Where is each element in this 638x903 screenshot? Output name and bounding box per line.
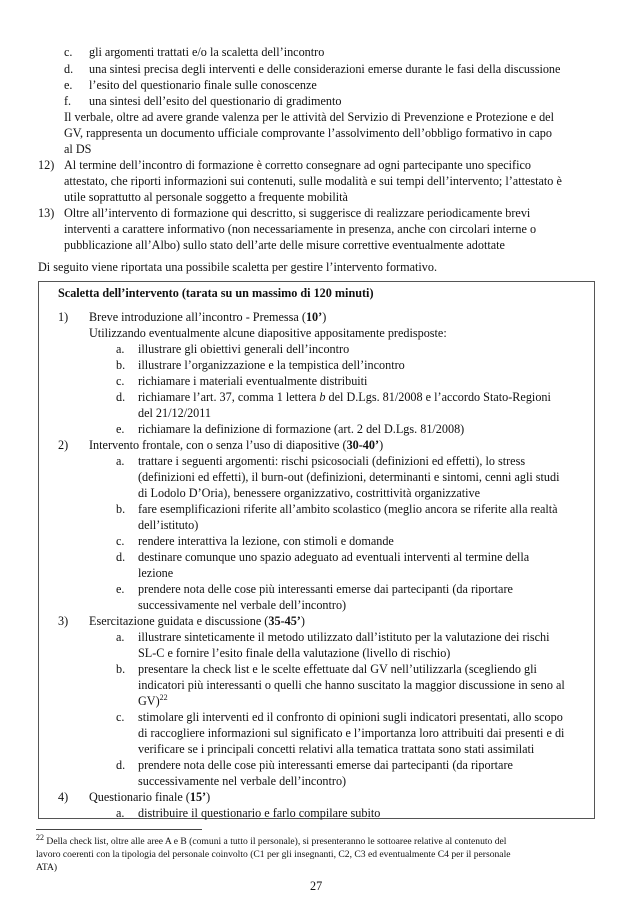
sub-marker: b. xyxy=(116,358,126,372)
sub-marker: d. xyxy=(116,390,126,404)
sub-item-cont: SL-C e fornire l’esito finale della valutazione (livello di rischio) xyxy=(138,646,451,660)
sub-item-cont: (definizioni ed effetti), il burn-out (definizioni, determinanti e sintomi, cenni agli studi xyxy=(138,470,560,484)
list-marker-f: f. xyxy=(64,94,72,108)
section-heading-4: Questionario finale (15’) xyxy=(89,790,211,804)
sub-marker: e. xyxy=(116,582,125,596)
sub-item: richiamare la definizione di formazione (art. 2 del D.Lgs. 81/2008) xyxy=(138,422,465,436)
sub-item: richiamare l’art. 37, comma 1 lettera b del D.Lgs. 81/2008 e l’accordo Stato-Regioni xyxy=(138,390,551,404)
sub-item: distribuire il questionario e farlo compilare subito xyxy=(138,806,381,820)
sub-item: illustrare sinteticamente il metodo utilizzato dall’istituto per la valutazione dei rischi xyxy=(138,630,550,644)
item-12-line: attestato, che riporti informazioni sui contenuti, sulle modalità e sui tempi dell’intervento; l’attestato è xyxy=(64,174,562,188)
section-number: 2) xyxy=(58,438,69,452)
item-number-13: 13) xyxy=(38,206,55,220)
section-subtitle: Utilizzando eventualmente alcune diapositive appositamente predisposte: xyxy=(89,326,447,340)
sub-marker: d. xyxy=(116,550,126,564)
sub-item: fare esemplificazioni riferite all’ambito scolastico (meglio ancora se riferite alla realtà xyxy=(138,502,558,516)
sub-marker: a. xyxy=(116,806,125,820)
sub-item: rendere interattiva la lezione, con stimoli e domande xyxy=(138,534,394,548)
sub-marker: c. xyxy=(116,374,125,388)
section-number: 3) xyxy=(58,614,69,628)
list-item-e: l’esito del questionario finale sulle conoscenze xyxy=(89,78,317,92)
sub-item-cont: lezione xyxy=(138,566,174,580)
item-number-12: 12) xyxy=(38,158,55,172)
list-marker-c: c. xyxy=(64,45,73,59)
section-number: 4) xyxy=(58,790,69,804)
sub-marker: b. xyxy=(116,662,126,676)
sub-item-cont: successivamente nel verbale dell’incontro) xyxy=(138,598,347,612)
verbale-paragraph-line: GV, rappresenta un documento ufficiale comprovante l’assolvimento dell’obbligo formativo in capo xyxy=(64,126,552,140)
sub-item: illustrare l’organizzazione e la tempistica dell’incontro xyxy=(138,358,405,372)
sub-item-cont: di Lodolo D’Oria), benessere organizzativo, costrittività organizzative xyxy=(138,486,481,500)
sub-item-cont: del 21/12/2011 xyxy=(138,406,212,420)
item-13-line: interventi a carattere informativo (non necessariamente in presenza, anche con circolari interne o xyxy=(64,222,537,236)
section-heading-2: Intervento frontale, con o senza l’uso di diapositive (30-40’) xyxy=(89,438,384,452)
sub-marker: e. xyxy=(116,422,125,436)
sub-item: prendere nota delle cose più interessanti emerse dai partecipanti (da riportare xyxy=(138,758,513,772)
sub-item-cont: successivamente nel verbale dell’incontro) xyxy=(138,774,347,788)
sub-item-cont: di raccogliere informazioni sul significato e l’importanza loro attribuiti dai presenti e di xyxy=(138,726,565,740)
verbale-paragraph-line: Il verbale, oltre ad avere grande valenza per le attività del Servizio di Prevenzione e Protezione e del xyxy=(64,110,554,124)
sub-item: illustrare gli obiettivi generali dell’incontro xyxy=(138,342,350,356)
item-13-line: pubblicazione all’Albo) sullo stato dell’arte delle misure correttive eventualmente adottate xyxy=(64,238,505,252)
list-item-c: gli argomenti trattati e/o la scaletta dell’incontro xyxy=(89,45,325,59)
section-time: 15’ xyxy=(189,790,207,804)
sub-item: prendere nota delle cose più interessanti emerse dai partecipanti (da riportare xyxy=(138,582,513,596)
item-12-line: Al termine dell’incontro di formazione è corretto consegnare ad ogni partecipante uno specifico xyxy=(64,158,531,172)
sub-marker: a. xyxy=(116,630,125,644)
section-number: 1) xyxy=(58,310,69,324)
verbale-paragraph-line: al DS xyxy=(64,142,92,156)
list-item-f: una sintesi dell’esito del questionario di gradimento xyxy=(89,94,342,108)
list-item-d: una sintesi precisa degli interventi e delle considerazioni emerse durante le fasi della discussione xyxy=(89,62,561,76)
footnote-line: ATA) xyxy=(36,862,58,873)
sub-marker: b. xyxy=(116,502,126,516)
footnote-line: lavoro coerenti con la tipologia del personale coinvolto (C1 per gli insegnanti, C2, C3 ed eventualmente C4 per il personale xyxy=(36,849,511,860)
sub-item-cont: verificare se i principali concetti relativi alla tematica trattata sono stati assimilati xyxy=(138,742,535,756)
sub-item: stimolare gli interventi ed il confronto di opinioni sugli indicatori presentati, allo scopo xyxy=(138,710,563,724)
item-12-line: utile soprattutto al personale soggetto a frequente mobilità xyxy=(64,190,348,204)
sub-marker: c. xyxy=(116,710,125,724)
footnote-ref: 22 xyxy=(159,692,168,702)
box-title: Scaletta dell’intervento (tarata su un massimo di 120 minuti) xyxy=(58,286,374,300)
sub-item: richiamare i materiali eventualmente distribuiti xyxy=(138,374,368,388)
footnote-rule xyxy=(36,829,202,830)
sub-item-cont: GV)$^{22}$ xyxy=(138,692,168,708)
section-time: 30-40’ xyxy=(346,438,380,452)
sub-item: presentare la check list e le scelte effettuate dal GV nell’utilizzarla (scegliendo gli xyxy=(138,662,537,676)
sub-marker: c. xyxy=(116,534,125,548)
list-marker-e: e. xyxy=(64,78,73,92)
section-time: 10’ xyxy=(305,310,323,324)
sub-marker: a. xyxy=(116,342,125,356)
footnote-line: $^{22}$ Della check list, oltre alle aree A e B (comuni a tutto il personale), si presenteranno le sottoaree relative al contenuto del xyxy=(36,832,507,847)
sub-marker: a. xyxy=(116,454,125,468)
section-heading-1: Breve introduzione all’incontro - Premessa (10’) xyxy=(89,310,327,324)
sub-item: destinare comunque uno spazio adeguato ad eventuali interventi al termine della xyxy=(138,550,530,564)
item-13-line: Oltre all’intervento di formazione qui descritto, si suggerisce di realizzare periodicamente brevi xyxy=(64,206,531,220)
sub-item: trattare i seguenti argomenti: rischi psicosociali (definizioni ed effetti), lo stress xyxy=(138,454,526,468)
section-heading-3: Esercitazione guidata e discussione (35-45’) xyxy=(89,614,305,628)
sub-item-cont: dell’istituto) xyxy=(138,518,199,532)
intro-paragraph: Di seguito viene riportata una possibile scaletta per gestire l’intervento formativo. xyxy=(38,260,438,274)
sub-item-cont: indicatori più interessanti o quelli che hanno suscitato la maggior discussione in seno al xyxy=(138,678,565,692)
list-marker-d: d. xyxy=(64,62,74,76)
section-time: 35-45’ xyxy=(268,614,301,628)
page-number: 27 xyxy=(310,879,323,893)
sub-marker: d. xyxy=(116,758,126,772)
